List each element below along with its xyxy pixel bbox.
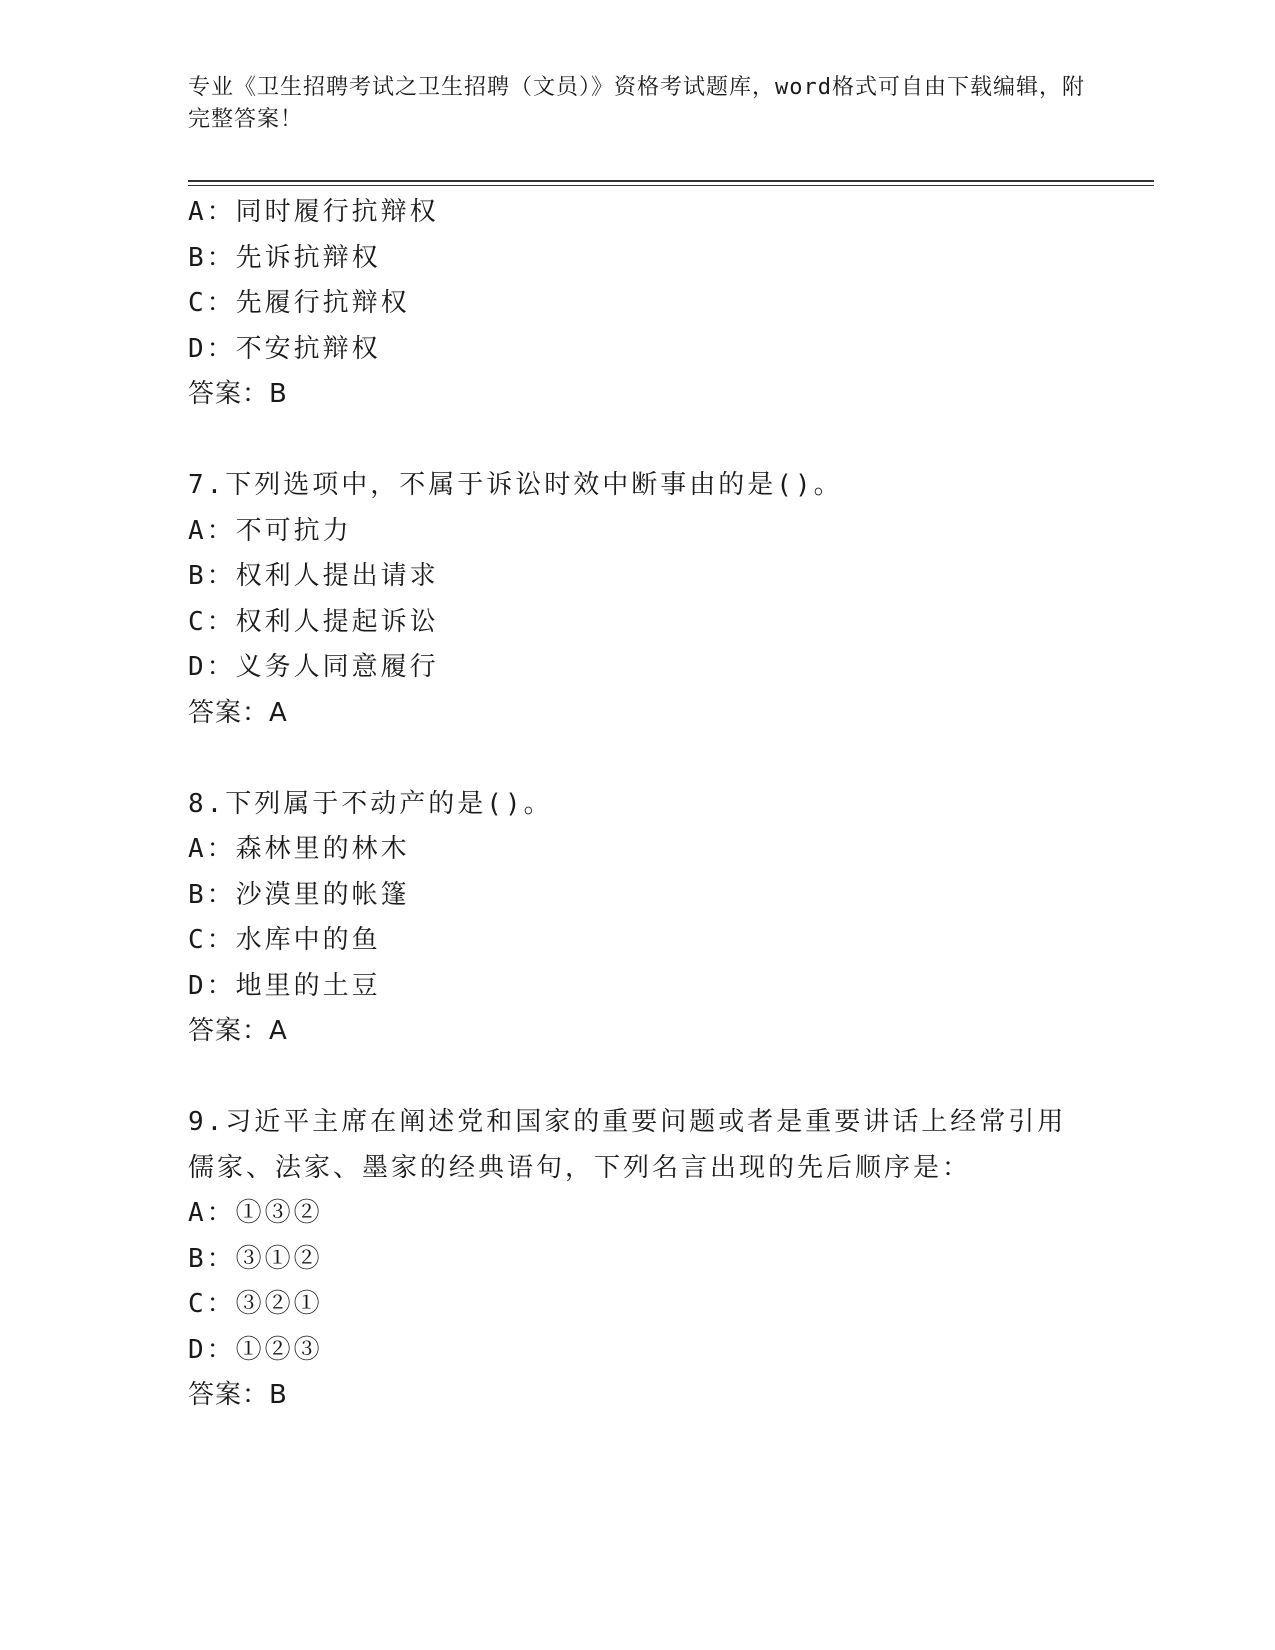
option-b: B：③①②: [188, 1243, 323, 1274]
question-text: 8.下列属于不动产的是()。: [188, 788, 553, 819]
question-block-prev: [188, 190, 1088, 418]
answer-line: 答案：A: [188, 697, 288, 728]
option-d: D：义务人同意履行: [188, 652, 439, 682]
option-c: C：水库中的鱼: [188, 925, 381, 955]
header-rule-thick: [188, 180, 1154, 182]
option-a: A：森林里的林木: [188, 834, 410, 864]
spacer: [188, 736, 1088, 782]
option-c: C：权利人提起诉讼: [188, 606, 439, 637]
question-text: 9.习近平主席在阐述党和国家的重要问题或者是重要讲话上经常引用儒家、法家、墨家的经典语句，下列名言出现的先后顺序是：: [188, 1107, 1067, 1183]
option-d: D：①②③: [188, 1334, 323, 1365]
document-header: 专业《卫生招聘考试之卫生招聘（文员）》资格考试题库，word格式可自由下载编辑，附完整答案！: [188, 75, 1085, 132]
spacer: [188, 418, 1088, 464]
question-text: 7.下列选项中，不属于诉讼时效中断事由的是()。: [188, 470, 843, 500]
option-b: B：权利人提出请求: [188, 561, 439, 591]
question-block-9: [188, 1100, 1088, 1419]
option-d: D：不安抗辩权: [188, 333, 381, 364]
option-b: B：先诉抗辩权: [188, 242, 381, 273]
option-a: A：同时履行抗辩权: [188, 197, 439, 227]
answer-line: 答案：B: [188, 1380, 288, 1410]
option-c: C：③②①: [188, 1289, 323, 1319]
question-block-7: [188, 463, 1088, 736]
answer-line: 答案：B: [188, 379, 288, 409]
document-content: [188, 190, 1088, 1419]
option-b: B：沙漠里的帐篷: [188, 879, 410, 910]
spacer: [188, 1055, 1088, 1101]
header-rule-thin: [188, 185, 1154, 186]
answer-line: 答案：A: [188, 1016, 288, 1046]
option-d: D：地里的土豆: [188, 970, 381, 1001]
option-c: C：先履行抗辩权: [188, 288, 410, 318]
option-a: A：①③②: [188, 1198, 323, 1228]
question-block-8: [188, 782, 1088, 1055]
option-a: A：不可抗力: [188, 515, 352, 546]
